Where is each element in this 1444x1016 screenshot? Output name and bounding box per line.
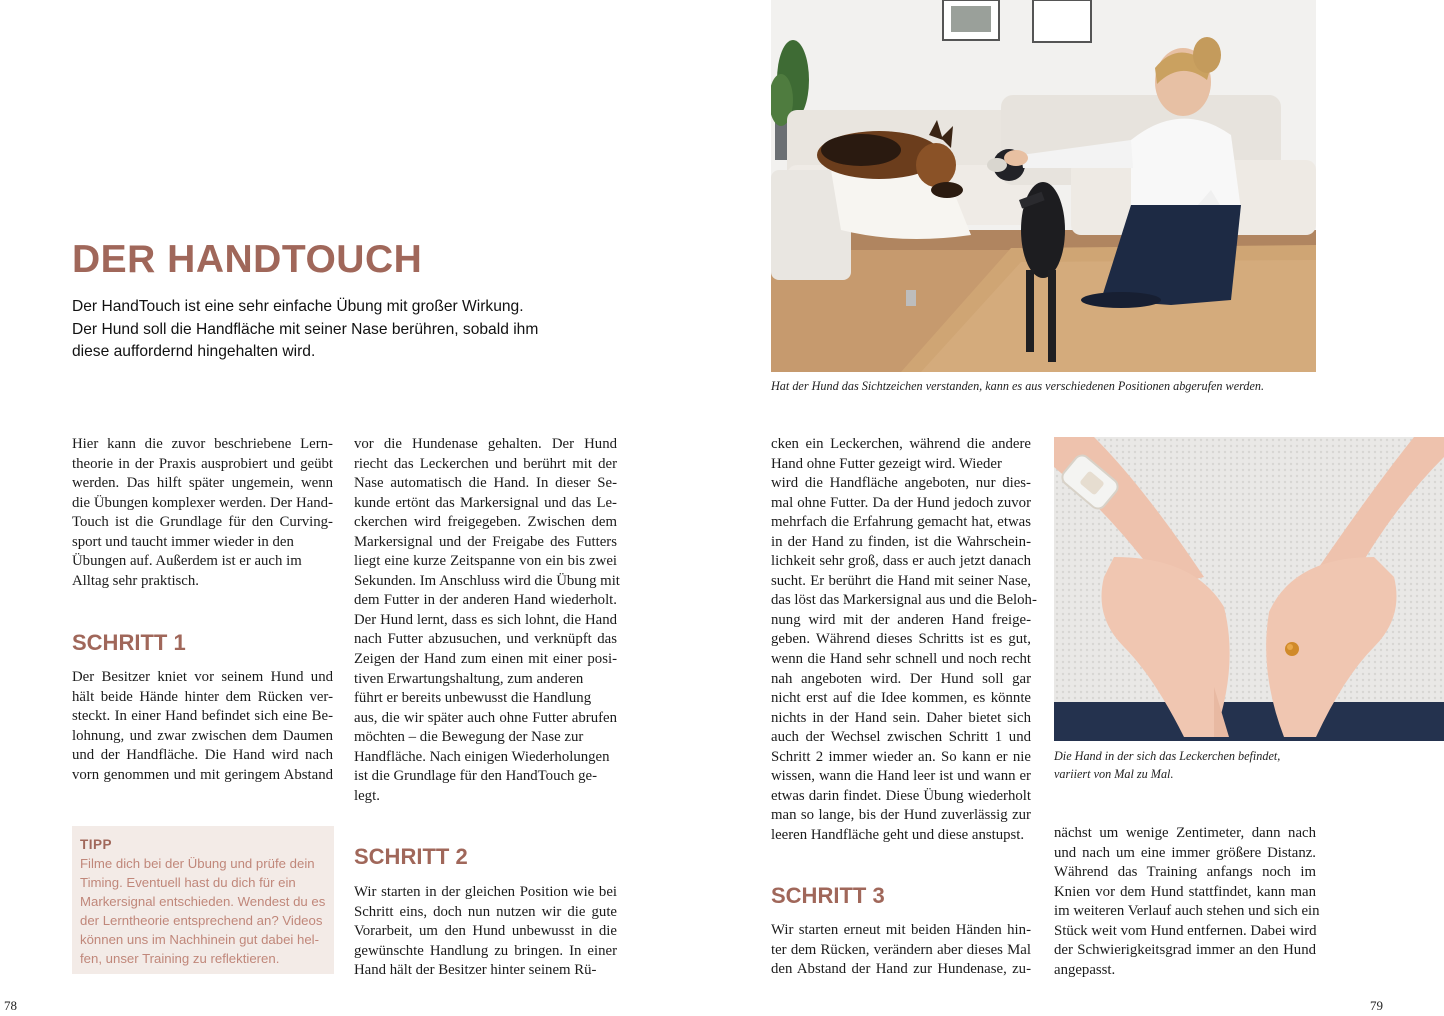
page-number-left: 78 [4, 998, 17, 1013]
tip-text: Filme dich bei der Übung und prüfe dein Timing. Eventuell hast du dich für ein Markersignal entschieden. Wendest du es der Lerntheorie entsprechend an? Videos können uns im Nachhinein gut dabei hel- fen, unser Training zu reflektieren. [80, 856, 326, 966]
schritt-2-paragraph: Wir starten in der gleichen Position wie bei Schritt eins, doch nun nutzen wir die gute Vorarbeit, um den Hund unbewusst in die gewünschte Handlung zu bringen. In einer Hand hält der Besitzer hinter seinem Rü- [354, 884, 617, 979]
schritt-3-paragraph: Wir starten erneut mit beiden Händen hin- ter dem Rücken, verändern aber dieses Mal den Abstand der Hand zur Hundenase, zu- [771, 922, 1031, 978]
hands-illustration [1054, 437, 1444, 741]
page-number-right: 79 [1370, 998, 1383, 1013]
column-4-paragraph: nächst um wenige Zentimeter, dann nach und nach um eine immer größere Distanz. Während das Training anfangs noch im Knien vor dem Hund stattfindet, kann man im weiteren Verlauf auch stehen und sich ein Stück weit vom Hund entfernen. Dabei wird der Schwierigkeitsgrad immer an den Hund angepasst. [1054, 825, 1320, 978]
tip-heading: TIPP [80, 837, 113, 852]
photo-woman-with-dogs [771, 0, 1316, 372]
column-2-paragraph: vor die Hundenase gehalten. Der Hund riecht das Leckerchen und berührt mit der Nase automatisch die Hand. In dieser Se- kunde ertönt das Markersignal und das Le- ckerchen wird freigegeben. Zwischen dem Markersignal und der Freigabe des Futters liegt eine kurze Zeitspanne von ein bis zwei Sekunden. Im Anschluss wird die Übung mit dem Futter in der anderen Hand wiederholt. Der Hund lernt, dass es sich lohnt, die Hand nach Futter abzusuchen, und verknüpft das Zeigen der Hand zum einen mit einer posi- tiven Erwartungshaltung, zum anderen führt er bereits unbewusst die Handlung aus, die wir später auch ohne Futter abrufen möchten – die Bewegung der Nase zur Handfläche. Nach einigen Wiederholungen ist die Grundlage für den HandTouch ge- legt. [354, 436, 620, 804]
schritt-2-heading: SCHRITT 2 [354, 844, 468, 869]
intro-paragraph: Der HandTouch ist eine sehr einfache Übung mit großer Wirkung. Der Hund soll die Handfläche mit seiner Nase berühren, sobald ihm diese auffordernd hingehalten wird. [72, 298, 539, 360]
photo-hands-behind-back [1054, 437, 1444, 741]
schritt-1-paragraph: Der Besitzer kniet vor seinem Hund und hält beide Hände hinter dem Rücken ver- steckt. In einer Hand befindet sich eine Be- lohnung, und zwar zwischen dem Daumen und der Handfläche. Die Hand wird nach vorn genommen und mit geringem Abstand [72, 669, 333, 783]
column-3-paragraph: cken ein Leckerchen, während die andere Hand ohne Futter gezeigt wird. Wieder wird die Handfläche angeboten, nur dies- mal ohne Futter. Da der Hund jedoch zuvor mehrfach die Erfahrung gemacht hat, etwas in der Hand zu finden, ist die Wahrschein- lichkeit sehr groß, dass er auch jetzt danach sucht. Er berührt die Hand mit seiner Nase, das löst das Markersignal aus und die Beloh- nung wird mit der anderen Hand freige- geben. Während dieses Schritts ist es gut, wenn die Hand sehr schnell und noch recht nah angeboten wird. Der Hund soll gar nicht erst auf die Idee kommen, es könnte nichts in der Hand sein. Daher bietet sich auch der Wechsel zwischen Schritt 1 und Schritt 2 immer wieder an. So kann er nie wissen, wann die Hand leer ist und wann er etwas darin findet. Diese Übung wiederholt man so lange, bis der Hund zuverlässig zur leeren Handfläche geht und diese anstupst. [771, 436, 1037, 843]
tip-box [72, 826, 334, 974]
schritt-3-heading: SCHRITT 3 [771, 883, 885, 908]
photo2-caption: Die Hand in der sich das Leckerchen befindet, variiert von Mal zu Mal. [1054, 749, 1281, 781]
living-room-illustration [771, 0, 1316, 372]
column-1-paragraph: Hier kann die zuvor beschriebene Lern- theorie in der Praxis ausprobiert und geübt werden. Das hilft später ungemein, wenn die Übungen komplexer werden. Der Hand- Touch ist die Grundlage für den Curving- sport und taucht immer wieder in den Übungen auf. Außerdem ist er auch im Alltag sehr praktisch. [72, 436, 333, 589]
schritt-1-heading: SCHRITT 1 [72, 630, 186, 655]
photo1-caption: Hat der Hund das Sichtzeichen verstanden, kann es aus verschiedenen Positionen abgerufen werden. [771, 379, 1265, 393]
page-title: DER HANDTOUCH [72, 238, 423, 281]
